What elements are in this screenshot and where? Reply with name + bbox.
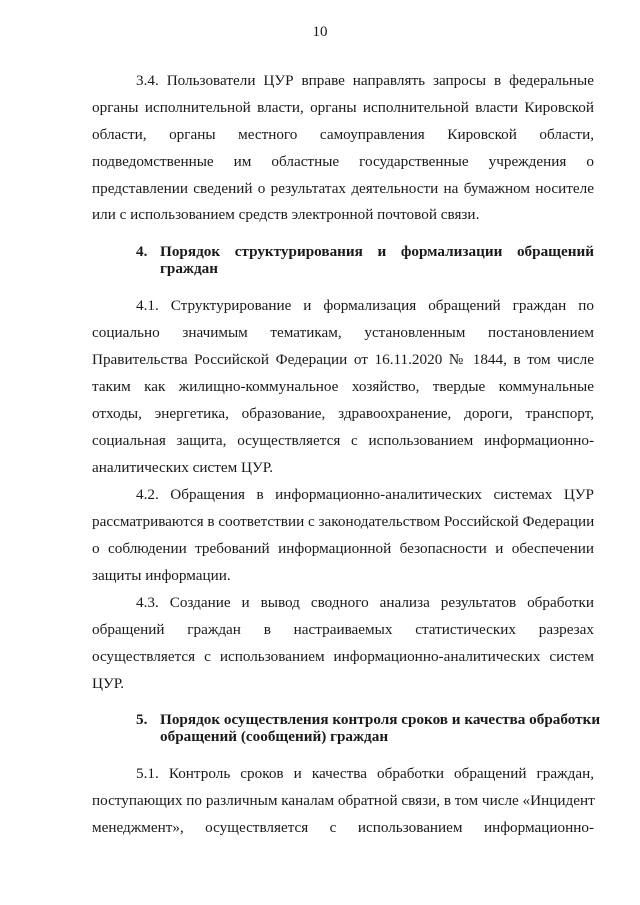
paragraph-4-1-line: 4.1. Структурирование и формализация обращений граждан по [136,297,594,314]
paragraph-5-1-line: поступающих по различным каналам обратной связи, в том числе «Инцидент [92,792,595,809]
paragraph-3-4-line: подведомственные им областные государственные учреждения о [92,153,594,170]
paragraph-4-3-line: обращений граждан в настраиваемых статистических разрезах [92,621,594,638]
paragraph-4-1-line: аналитических систем ЦУР. [92,459,274,476]
paragraph-4-1-line: отходы, энергетика, образование, здравоохранение, дороги, транспорт, [92,405,594,422]
page-number: 10 [312,24,328,40]
section-4-title-line: Порядок структурирования и формализации обращений [160,243,594,260]
paragraph-4-2-line: 4.2. Обращения в информационно-аналитических системах ЦУР [136,486,594,503]
section-5-title-line: Порядок осуществления контроля сроков и качества обработки [160,711,601,728]
paragraph-5-1-line: 5.1. Контроль сроков и качества обработки обращений граждан, [136,765,594,782]
paragraph-3-4-line: представлении сведений о результатах деятельности на бумажном носителе [92,180,594,197]
paragraph-4-1-line: Правительства Российской Федерации от 16.11.2020 № 1844, в том числе [92,351,594,368]
section-4-heading-cont [92,260,594,278]
paragraph-3-4-line: 3.4. Пользователи ЦУР вправе направлять запросы в федеральные [136,72,594,89]
paragraph-4-3-line: ЦУР. [92,675,125,692]
paragraph-3-4-line: органы исполнительной власти, органы исполнительной власти Кировской [92,99,594,116]
paragraph-4-1-line: таким как жилищно-коммунальное хозяйство, твердые коммунальные [92,378,594,395]
section-5-number: 5. [136,711,148,728]
paragraph-3-4-line: области, органы местного самоуправления Кировской области, [92,126,594,143]
paragraph-4-1-line: социальная защита, осуществляется с использованием информационно- [92,432,594,449]
section-5-heading [92,711,601,729]
paragraph-4-3-line: осуществляется с использованием информационно-аналитических систем [92,648,594,665]
section-5-heading-cont [92,728,594,746]
paragraph-4-2-line: о соблюдении требований информационной безопасности и обеспечении [92,540,594,557]
paragraph-4-2-line: защиты информации. [92,567,231,584]
paragraph-3-4-line: или с использованием средств электронной почтовой связи. [92,206,480,223]
section-4-heading [92,243,594,261]
paragraph-4-1-line: социально значимым тематикам, установленным постановлением [92,324,594,341]
section-5-title-line: обращений (сообщений) граждан [160,728,389,745]
section-4-number: 4. [136,243,148,260]
paragraph-4-3-line: 4.3. Создание и вывод сводного анализа результатов обработки [136,594,594,611]
paragraph-4-2-line: рассматриваются в соответствии с законодательством Российской Федерации [92,513,595,530]
section-4-title-line: граждан [160,260,218,277]
paragraph-5-1-line: менеджмент», осуществляется с использованием информационно- [92,819,594,836]
